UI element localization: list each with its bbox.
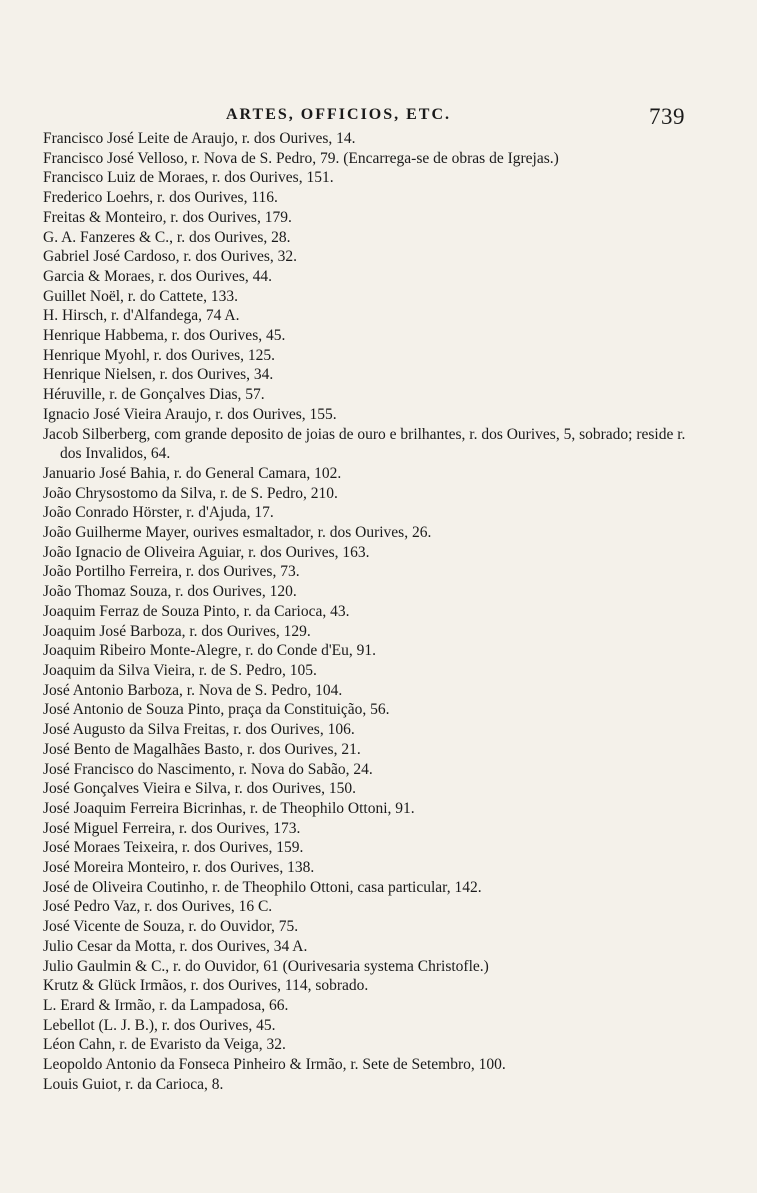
page-number: 739	[649, 104, 685, 129]
directory-entry: Januario José Bahia, r. do General Camara, 102.	[43, 464, 342, 482]
directory-entry: Joaquim Ferraz de Souza Pinto, r. da Carioca, 43.	[43, 602, 350, 620]
directory-entry: José Joaquim Ferreira Bicrinhas, r. de Theophilo Ottoni, 91.	[43, 799, 415, 817]
directory-entry: José Antonio Barboza, r. Nova de S. Pedro, 104.	[43, 681, 343, 699]
running-title: ARTES, OFFICIOS, ETC.	[226, 106, 452, 123]
directory-entry: José Pedro Vaz, r. dos Ourives, 16 C.	[43, 898, 273, 916]
directory-entry: Léon Cahn, r. de Evaristo da Veiga, 32.	[43, 1036, 286, 1054]
directory-entry: José Miguel Ferreira, r. dos Ourives, 173.	[43, 819, 301, 837]
directory-entry: Louis Guiot, r. da Carioca, 8.	[43, 1075, 224, 1093]
directory-entry: João Conrado Hörster, r. d'Ajuda, 17.	[43, 504, 274, 522]
directory-entry: Leopoldo Antonio da Fonseca Pinheiro & Irmão, r. Sete de Setembro, 100.	[43, 1056, 506, 1074]
directory-entry: João Guilherme Mayer, ourives esmaltador, r. dos Ourives, 26.	[43, 524, 432, 542]
directory-entry: Francisco José Leite de Araujo, r. dos Ourives, 14.	[43, 130, 356, 147]
directory-entry: João Chrysostomo da Silva, r. de S. Pedro, 210.	[43, 484, 338, 502]
directory-entry: Ignacio José Vieira Araujo, r. dos Ourives, 155.	[43, 405, 337, 423]
directory-entry: Freitas & Monteiro, r. dos Ourives, 179.	[43, 208, 292, 226]
directory-entry: G. A. Fanzeres & C., r. dos Ourives, 28.	[43, 228, 291, 246]
directory-entry: Frederico Loehrs, r. dos Ourives, 116.	[43, 189, 278, 207]
directory-entry: Francisco José Velloso, r. Nova de S. Pedro, 79. (Encarrega-se de obras de Igrejas.)	[43, 149, 559, 167]
directory-entry: Guillet Noël, r. do Cattete, 133.	[43, 287, 239, 305]
directory-entry: Gabriel José Cardoso, r. dos Ourives, 32.	[43, 248, 297, 266]
directory-entry: Jacob Silberberg, com grande deposito de joias de ouro e brilhantes, r. dos Ourives, 5, sobrado; reside r. dos Invalidos, 64.	[43, 425, 686, 463]
directory-entry: L. Erard & Irmão, r. da Lampadosa, 66.	[43, 996, 289, 1014]
directory-entry: José Antonio de Souza Pinto, praça da Constituição, 56.	[43, 701, 390, 719]
directory-entry: Julio Gaulmin & C., r. do Ouvidor, 61 (Ourivesaria systema Christofle.)	[43, 957, 489, 975]
directory-entry: Krutz & Glück Irmãos, r. dos Ourives, 114, sobrado.	[43, 977, 369, 995]
directory-entry: José Augusto da Silva Freitas, r. dos Ourives, 106.	[43, 721, 355, 739]
directory-entry: Francisco Luiz de Moraes, r. dos Ourives, 151.	[43, 169, 334, 187]
directory-entry: Joaquim da Silva Vieira, r. de S. Pedro, 105.	[43, 661, 317, 679]
directory-entry: José Gonçalves Vieira e Silva, r. dos Ourives, 150.	[43, 780, 357, 798]
directory-entry: Henrique Myohl, r. dos Ourives, 125.	[43, 346, 276, 364]
directory-entry: João Portilho Ferreira, r. dos Ourives, 73.	[43, 563, 300, 581]
directory-entry: Henrique Habbema, r. dos Ourives, 45.	[43, 327, 286, 345]
directory-entry: José Vicente de Souza, r. do Ouvidor, 75.	[43, 918, 299, 936]
directory-entry: Héruville, r. de Gonçalves Dias, 57.	[43, 386, 265, 404]
directory-entry: Lebellot (L. J. B.), r. dos Ourives, 45.	[43, 1016, 276, 1034]
directory-entry: José Moreira Monteiro, r. dos Ourives, 138.	[43, 859, 315, 877]
directory-entry: Joaquim José Barboza, r. dos Ourives, 129.	[43, 622, 311, 640]
directory-entry: José Francisco do Nascimento, r. Nova do Sabão, 24.	[43, 760, 373, 778]
directory-entry: João Thomaz Souza, r. dos Ourives, 120.	[43, 583, 297, 601]
directory-entry: Henrique Nielsen, r. dos Ourives, 34.	[43, 366, 274, 384]
directory-entry: José Moraes Teixeira, r. dos Ourives, 159.	[43, 839, 304, 857]
directory-entry: José de Oliveira Coutinho, r. de Theophilo Ottoni, casa particular, 142.	[43, 878, 482, 896]
directory-entry: Garcia & Moraes, r. dos Ourives, 44.	[43, 267, 273, 285]
directory-entry: Joaquim Ribeiro Monte-Alegre, r. do Conde d'Eu, 91.	[43, 642, 376, 660]
directory-entry: Julio Cesar da Motta, r. dos Ourives, 34 A.	[43, 937, 308, 955]
directory-entries	[43, 129, 693, 1094]
directory-entry: H. Hirsch, r. d'Alfandega, 74 A.	[43, 307, 240, 325]
directory-entry: José Bento de Magalhães Basto, r. dos Ourives, 21.	[43, 740, 361, 758]
directory-entry: João Ignacio de Oliveira Aguiar, r. dos Ourives, 163.	[43, 543, 370, 561]
